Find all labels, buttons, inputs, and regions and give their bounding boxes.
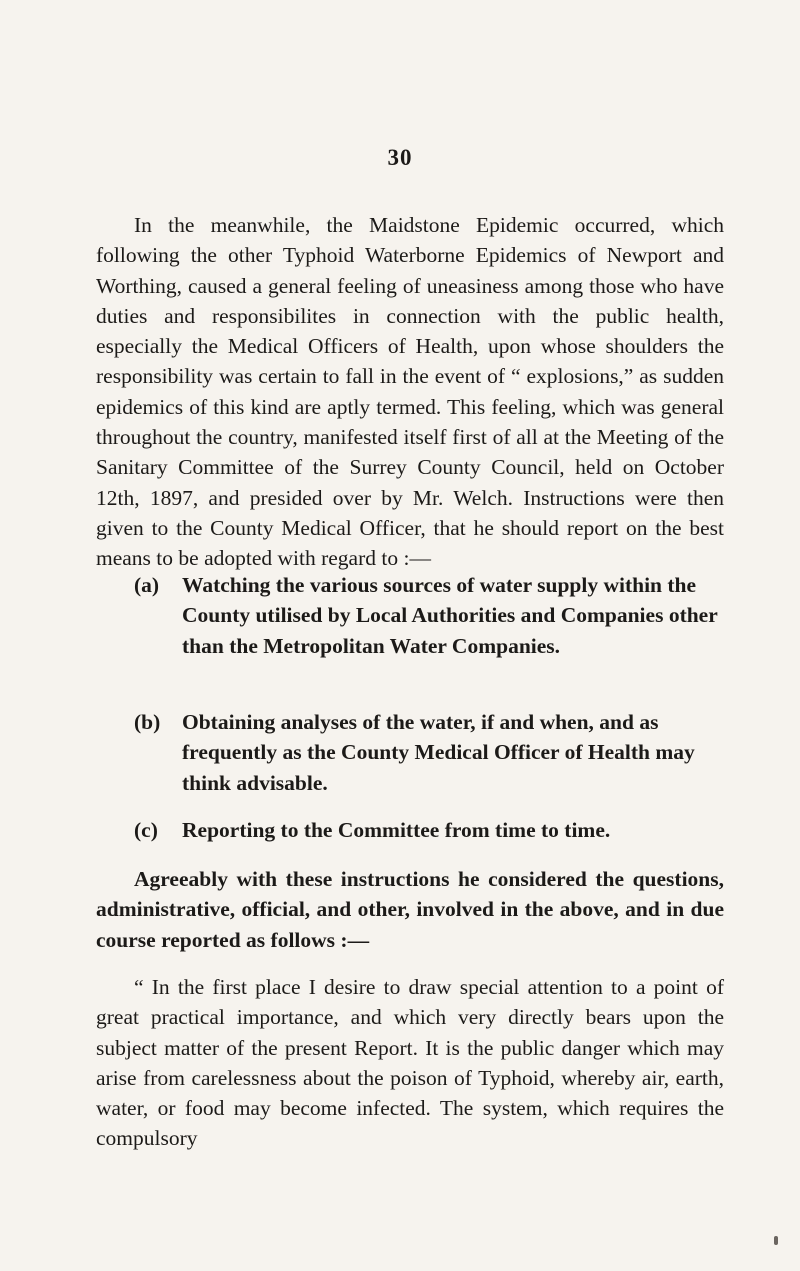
page-number: 30 — [387, 145, 413, 170]
list-item-c — [134, 815, 724, 845]
list-text-b: Obtaining analyses of the water, if and when, and as frequently as the County Medical Officer of Health may think advisable. — [182, 710, 695, 795]
list-text-c: Reporting to the Committee from time to time. — [182, 818, 611, 842]
list-marker-c: (c) — [134, 818, 158, 842]
list-marker-b: (b) — [134, 710, 161, 734]
list-text-a: Watching the various sources of water supply within the County utilised by Local Authorities and Companies other than the Metropolitan Water Companies. — [182, 573, 718, 658]
intro-paragraph: In the meanwhile, the Maidstone Epidemic occurred, which following the other Typhoid Waterborne Epidemics of Newport and Worthing, caused a general feeling of uneasiness among those who have duties and responsibilites in connection with the public health, especially the Medical Officers of Health, upon whose shoulders the responsibility was certain to fall in the event of “ explosions,” as sudden epidemics of this kind are aptly termed. This feeling, which was general throughout the country, manifested itself first of all at the Meeting of the Sanitary Committee of the Surrey County Council, held on October 12th, 1897, and presided over by Mr. Welch. Instructions were then given to the County Medical Officer, that he should report on the best means to be adopted with regard to :— — [96, 213, 724, 571]
list-marker-a: (a) — [134, 573, 160, 597]
agreeably-paragraph: Agreeably with these instructions he considered the questions, administrative, official, and other, involved in the above, and in due course reported as follows :— — [96, 867, 724, 952]
list-item-a — [134, 570, 724, 661]
quote-paragraph: “ In the first place I desire to draw special attention to a point of great practical importance, and which very directly bears upon the subject matter of the present Report. It is the public danger which may arise from carelessness about the poison of Typhoid, whereby air, earth, water, or food may become infected. The system, which requires the compulsory — [96, 975, 724, 1151]
list-item-b — [134, 707, 724, 798]
ink-speck — [774, 1236, 778, 1245]
